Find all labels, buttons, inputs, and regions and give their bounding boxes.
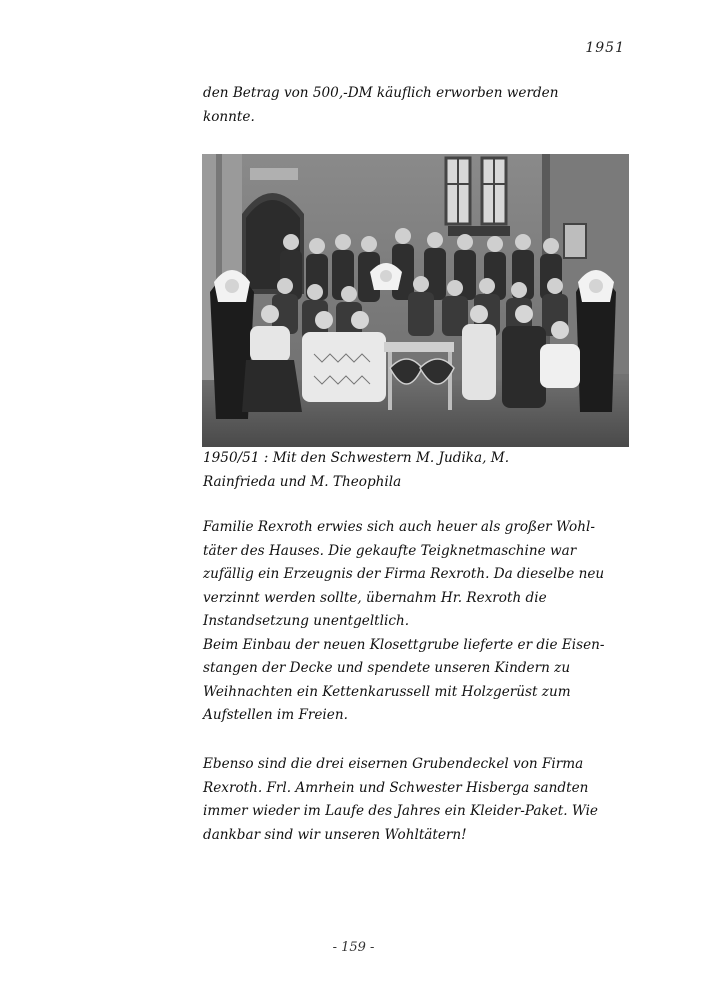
- page-number: - 159 -: [332, 940, 375, 955]
- text-line: dankbar sind wir unseren Wohltätern!: [203, 826, 467, 843]
- text-line: Familie Rexroth erwies sich auch heuer als großer Wohl-: [203, 519, 595, 535]
- text-line: täter des Hauses. Die gekaufte Teigknetmaschine war: [203, 542, 577, 559]
- intro-line: den Betrag von 500,-DM käuflich erworben werden: [203, 85, 559, 101]
- text-line: verzinnt werden sollte, übernahm Hr. Rexroth die: [203, 589, 547, 606]
- text-line: Instandsetzung unentgeltlich.: [203, 613, 410, 629]
- text-line: immer wieder im Laufe des Jahres ein Kleider-Paket. Wie: [203, 803, 598, 819]
- body-paragraph-1: [203, 516, 623, 728]
- text-line: stangen der Decke und spendete unseren Kindern zu: [203, 660, 571, 676]
- caption-line: 1950/51 : Mit den Schwestern M. Judika, M.: [203, 450, 510, 466]
- text-line: Ebenso sind die drei eisernen Grubendeckel von Firma: [203, 756, 584, 772]
- text-line: Aufstellen im Freien.: [203, 707, 348, 723]
- text-line: Beim Einbau der neuen Klosettgrube lieferte er die Eisen-: [203, 636, 605, 653]
- caption-line: Rainfrieda und M. Theophila: [203, 473, 402, 490]
- intro-line: konnte.: [203, 108, 255, 125]
- text-line: Rexroth. Frl. Amrhein und Schwester Hisberga sandten: [203, 779, 589, 796]
- text-line: Weihnachten ein Kettenkarussell mit Holzgerüst zum: [203, 683, 571, 700]
- group-photo-image: [202, 154, 629, 447]
- body-paragraph-2: [203, 753, 623, 847]
- group-photo: [202, 154, 629, 447]
- photo-caption: [203, 447, 623, 494]
- intro-paragraph: [203, 82, 623, 129]
- page-year: 1951: [585, 40, 625, 56]
- text-line: zufällig ein Erzeugnis der Firma Rexroth. Da dieselbe neu: [203, 566, 605, 582]
